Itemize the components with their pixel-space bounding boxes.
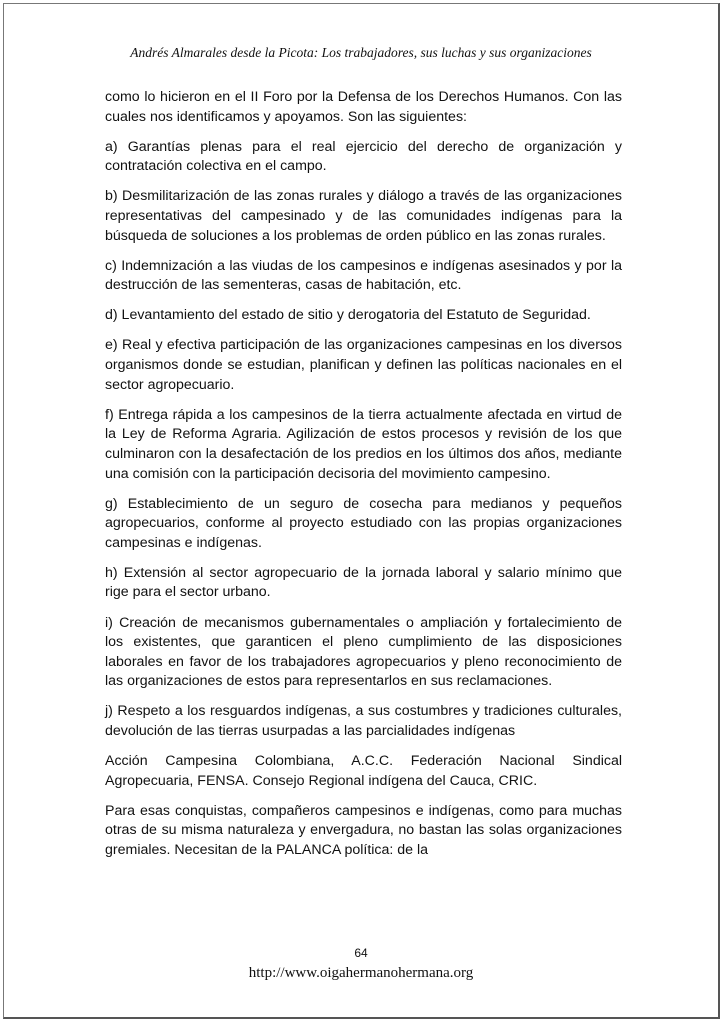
paragraph-item-f: f) Entrega rápida a los campesinos de la tierra actualmente afectada en virtud de la Ley de Reforma Agraria. Agilización de estos procesos y revisión de los que culminaron con la desafectación de los predios en los últimos dos años, mediante una comisión con la participación decisoria del movimiento campesino. (105, 406, 622, 482)
paragraph-item-h: h) Extensión al sector agropecuario de la jornada laboral y salario mínimo que rige para el sector urbano. (105, 564, 622, 601)
paragraph-item-d: d) Levantamiento del estado de sitio y derogatoria del Estatuto de Seguridad. (105, 307, 591, 324)
paragraph-item-a: a) Garantías plenas para el real ejercicio del derecho de organización y contratación colectiva en el campo. (105, 138, 622, 175)
body-text (105, 88, 622, 871)
paragraph-closing: Para esas conquistas, compañeros campesinos e indígenas, como para muchas otras de su misma naturaleza y envergadura, no bastan las solas organizaciones gremiales. Necesitan de la PALANCA política: de la (105, 802, 622, 858)
document-page (3, 3, 720, 1019)
paragraph-signatories: Acción Campesina Colombiana, A.C.C. Federación Nacional Sindical Agropecuaria, FENSA. Consejo Regional indígena del Cauca, CRIC. (105, 753, 622, 789)
paragraph-item-c: c) Indemnización a las viudas de los campesinos e indígenas asesinados y por la destrucción de las sementeras, casas de habitación, etc. (105, 257, 622, 294)
running-header: Andrés Almarales desde la Picota: Los trabajadores, sus luchas y sus organizaciones (130, 45, 592, 60)
paragraph-item-g: g) Establecimiento de un seguro de cosecha para medianos y pequeños agropecuarios, conforme al proyecto estudiado con las propias organizaciones campesinas e indígenas. (105, 495, 622, 551)
paragraph-item-j: j) Respeto a los resguardos indígenas, a sus costumbres y tradiciones culturales, devolución de las tierras usurpadas a las parcialidades indígenas (105, 703, 622, 740)
paragraph-item-b: b) Desmilitarización de las zonas rurales y diálogo a través de las organizaciones representativas del campesinado y de las comunidades indígenas para la búsqueda de soluciones a los problemas de orden público en las zonas rurales. (105, 188, 622, 244)
footer-url: http://www.oigahermanohermana.org (248, 965, 474, 981)
paragraph-item-e: e) Real y efectiva participación de las organizaciones campesinas en los diversos organismos donde se estudian, planifican y definen las políticas nacionales en el sector agropecuario. (105, 337, 622, 393)
paragraph-intro: como lo hicieron en el II Foro por la Defensa de los Derechos Humanos. Con las cuales nos identificamos y apoyamos. Son las siguientes: (105, 89, 622, 125)
page-number: 64 (354, 946, 368, 960)
paragraph-item-i: i) Creación de mecanismos gubernamentales o ampliación y fortalecimiento de los existentes, que garanticen el pleno cumplimiento de las disposiciones laborales en favor de los trabajadores agropecuarios y pleno reconocimiento de las organizaciones de estos para representarlos en sus reclamaciones. (105, 614, 622, 690)
